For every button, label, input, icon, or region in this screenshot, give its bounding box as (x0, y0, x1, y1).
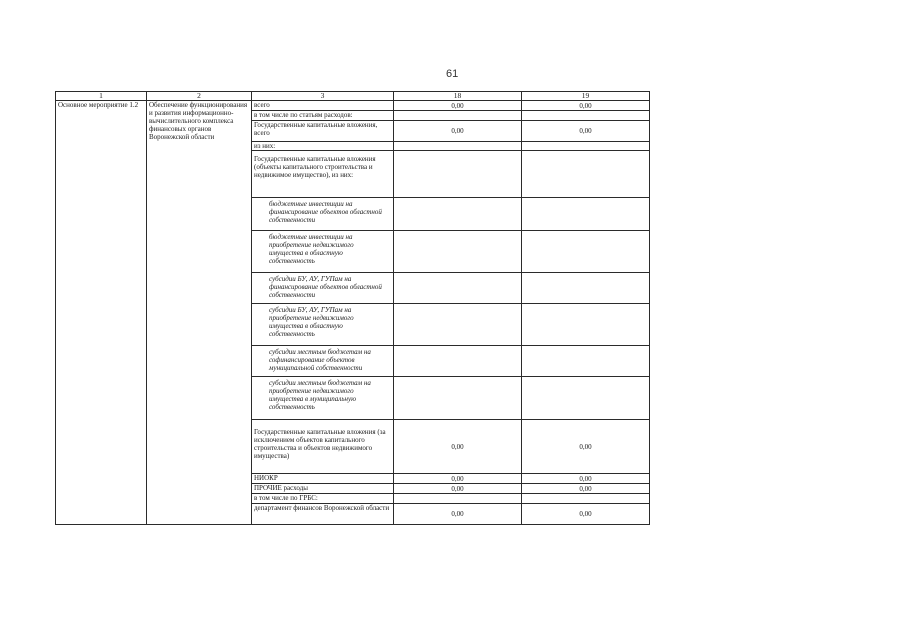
row-label-cell: бюджетные инвестиции на приобретение недвижимого имущества в областную собственность (252, 231, 394, 273)
value-col-19: 0,00 (522, 474, 650, 484)
value-col-19: 0,00 (522, 101, 650, 111)
row-label: Основное мероприятие 1.2 (56, 101, 147, 525)
budget-table (55, 91, 650, 525)
value-col-19: 0,00 (522, 484, 650, 494)
row-label-cell: всего (252, 101, 394, 111)
value-col-19 (522, 377, 650, 420)
header-col-3: 3 (252, 92, 394, 101)
value-col-18: 0,00 (394, 484, 522, 494)
row-label-cell: субсидии БУ, АУ, ГУПам на приобретение недвижимого имущества в областную собственность (252, 304, 394, 346)
value-col-18: 0,00 (394, 420, 522, 474)
value-col-19 (522, 304, 650, 346)
row-label-cell: в том числе по статьям расходов: (252, 111, 394, 121)
value-col-19: 0,00 (522, 121, 650, 142)
value-col-18 (394, 346, 522, 377)
value-col-18 (394, 231, 522, 273)
row-label-cell: Государственные капитальные вложения (объекты капитального строительства и недвижимое имущество), из них: (252, 151, 394, 198)
value-col-18: 0,00 (394, 121, 522, 142)
row-label-cell: субсидии местным бюджетам на приобретение недвижимого имущества в муниципальную собственность (252, 377, 394, 420)
header-col-2: 2 (147, 92, 252, 101)
table-row (56, 101, 650, 111)
value-col-19 (522, 346, 650, 377)
row-label-cell: департамент финансов Воронежской области (252, 504, 394, 525)
value-col-19 (522, 111, 650, 121)
value-col-18 (394, 151, 522, 198)
table-header-row (56, 92, 650, 101)
row-label-cell: бюджетные инвестиции на финансирование объектов областной собственности (252, 198, 394, 231)
header-col-1: 1 (56, 92, 147, 101)
value-col-18: 0,00 (394, 504, 522, 525)
row-label-cell: НИОКР (252, 474, 394, 484)
value-col-18 (394, 111, 522, 121)
row-label-cell: в том числе по ГРБС: (252, 494, 394, 504)
row-label-cell: Государственные капитальные вложения, всего (252, 121, 394, 142)
value-col-19 (522, 198, 650, 231)
value-col-19 (522, 231, 650, 273)
value-col-19: 0,00 (522, 504, 650, 525)
page-number: 61 (446, 68, 459, 80)
value-col-18 (394, 198, 522, 231)
value-col-18 (394, 304, 522, 346)
row-description: Обеспечение функционирования и развития информационно-вычислительного комплекса финансовых органов Воронежской области (147, 101, 252, 525)
value-col-19 (522, 142, 650, 151)
row-label-cell: ПРОЧИЕ расходы (252, 484, 394, 494)
value-col-19: 0,00 (522, 420, 650, 474)
header-col-18: 18 (394, 92, 522, 101)
value-col-18: 0,00 (394, 474, 522, 484)
row-label-cell: субсидии местным бюджетам на софинансирование объектов муниципальной собственности (252, 346, 394, 377)
value-col-18 (394, 377, 522, 420)
value-col-19 (522, 273, 650, 304)
value-col-18 (394, 273, 522, 304)
row-label-cell: Государственные капитальные вложения (за исключением объектов капитального строительства и объектов недвижимого имущества) (252, 420, 394, 474)
row-label-cell: субсидии БУ, АУ, ГУПам на финансирование объектов областной собственности (252, 273, 394, 304)
value-col-19 (522, 494, 650, 504)
value-col-18 (394, 142, 522, 151)
value-col-19 (522, 151, 650, 198)
value-col-18: 0,00 (394, 101, 522, 111)
header-col-19: 19 (522, 92, 650, 101)
row-label-cell: из них: (252, 142, 394, 151)
value-col-18 (394, 494, 522, 504)
